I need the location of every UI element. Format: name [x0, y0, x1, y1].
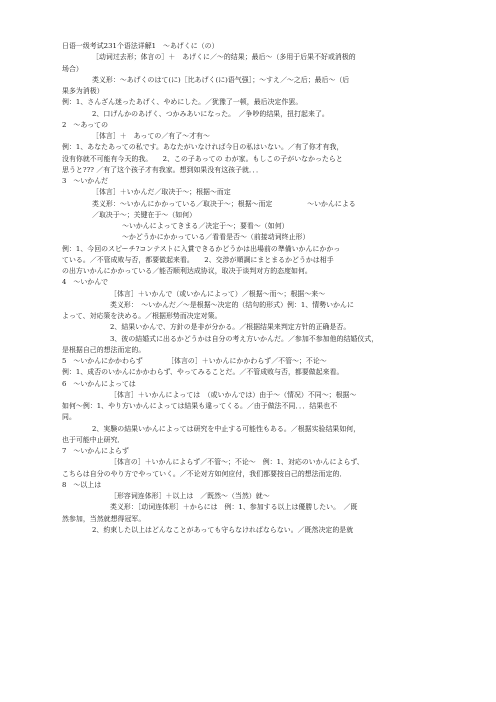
text-line: 2、口げんかのあげく、つかみあいになった。 ／争吵的结果，扭打起来了。 [92, 109, 329, 118]
text-line: よって、対応策を決める。／根据形势而决定对策。 [62, 312, 222, 320]
text-line: 场合） [62, 64, 83, 73]
text-line: 日语一级考试231个语法详解1 ～あげくに（の） [62, 42, 219, 50]
text-line: 类义形： ～いかんだ／～是根据～决定的（结句的形式）例：1、情勢いかんに [110, 300, 354, 309]
text-line: 同。 [62, 413, 76, 422]
text-line: 如何～例：1、やり方いかんによっては結果も違ってくる。／由于做法不同．．．结果也不 [62, 402, 338, 410]
document-page [62, 41, 460, 536]
text-line: 4 ～いかんで [62, 278, 109, 287]
text-line: 类义形：～あげくのはて(に)［比あげく(に)语气强］；～すえ／～之后；最后～（后 [92, 75, 350, 84]
text-line: 2、約束した以上はどんなことがあっても守らなければならない。／既然决定的是就 [92, 525, 354, 534]
text-line: 没有你就不可能有今天的我。 2、この子あっての わが家。もしこの子がいなかったらと [62, 154, 343, 163]
text-line: 6 ～いかんによっては [62, 379, 136, 388]
text-line: 3 ～いかんだ [62, 177, 109, 185]
text-line: ている。／不管成败与否，都要做起来看。 2、交涉が順調にまとまるかどうかは相手 [62, 255, 334, 264]
text-line: の出方いかんにかかっている／能否顺利达成协议，取决于谈判对方的态度如何。 [62, 267, 312, 275]
text-line: ［体言］＋ あっての／有了～才有～ [92, 132, 210, 140]
text-line: 2、結果いかんで、方針の是非が分かる。／根据结果来判定方针的正确是否。 [110, 323, 351, 332]
text-line: 类义形：～いかんにかかっている／取决于～；根据～而定 ～いかんによる [92, 199, 356, 208]
text-line: 果多为消极） [62, 87, 104, 95]
text-line: 例：1、成否のいかんにかかわらず、やってみることだ。／不管成败与否，都要做起来看。 [62, 368, 344, 377]
text-line: 2、実験の結果いかんによっては研究を中止する可能性もある。／根据实验结果如何， [92, 424, 361, 433]
text-line: ［形容词连体形］＋以上は ／既然～（当然）就～ [110, 492, 270, 500]
text-line: ［体言］＋いかんだ／取决于～；根据～而定 [92, 188, 231, 197]
text-line: 2 ～あっての [62, 120, 109, 129]
text-line: 8 ～以上は [62, 480, 102, 489]
text-line: 例：1、さんざん迷ったあげく、やめにした。／犹豫了一顿，最后决定作罢。 [62, 98, 303, 107]
text-line: ［体言］＋いかんで（或いかんによって）／根据～而～；根据～来～ [110, 289, 326, 298]
text-line: 例：1、あなたあっての私です。あなたがいなければ今日の私はいない。／有了你才有我， [62, 143, 344, 152]
text-line: こちらは自分のやり方でやっていく。／不论对方如何应付，我们都要按自己的想法而定的． [62, 469, 347, 478]
text-line: 7 ～いかんによらず [62, 447, 129, 455]
text-line: 然参加，当然就想得冠军。 [62, 514, 146, 523]
text-line: ［体言］＋いかんによっては （或いかんでは）由于～（情况）不同～；根据～ [110, 390, 357, 399]
text-line: 也于可能中止研究． [62, 435, 125, 444]
text-line: ～かどうかにかかっている／看看是否～（前接动词终止形） [122, 233, 310, 242]
text-line: ～いかんによってきまる／决定于～；要看～（如何） [122, 222, 289, 230]
text-line: 3、彼の結婚式に出るかどうかは自分の考え方いかんだ。／参加不参加他的结婚仪式， [110, 334, 379, 343]
text-line: 类义形：［动词连体形］＋からには 例：1、参加する以上は優勝したい。 ／既 [110, 503, 358, 512]
text-line: ［动词过去形；体言の］＋ あげくに／～的结果；最后～（多用于后果不好或消极的 [92, 53, 356, 62]
text-line: 5 ～いかんにかかわらず ［体言の］＋いかんにかかわらず／不管～；不论～ [62, 357, 327, 365]
text-line: 思うと??? ／有了这个孩子才有我家。想到如果没有这孩子就．．． [62, 165, 263, 174]
text-line: 是根据自己的想法而定的。 [62, 345, 146, 354]
text-line: ［体言の］＋いかんによらず／不管～；不论～ 例：1、対応のいかんによらず、 [110, 458, 364, 467]
text-line: 例：1、今回のスピーチ?コンテストに入賞できるかどうかは出場前の準備いかんにかかっ [62, 244, 341, 253]
text-line: ／取决于～；关键在于～（如何） [92, 210, 197, 219]
